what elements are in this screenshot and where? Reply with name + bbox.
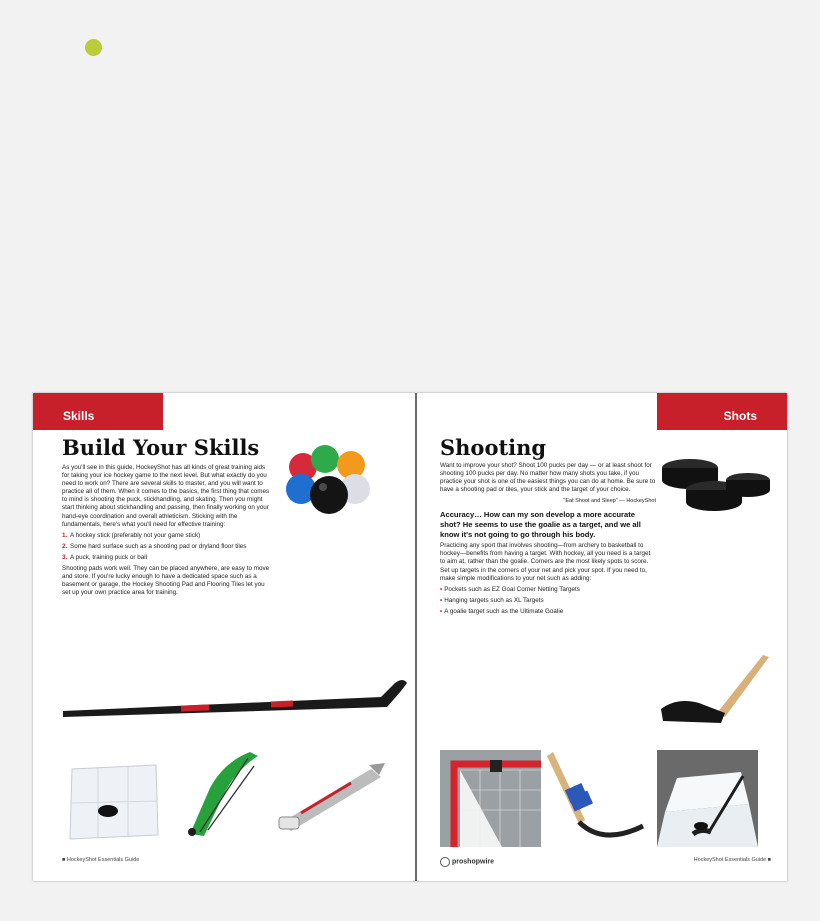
left-footer [62, 857, 139, 863]
page-title: Shooting [440, 435, 547, 460]
hockey-stick-icon [61, 677, 413, 729]
answer-paragraph: Practicing any sport that involves shooting—from archery to basketball to hockey—benefits from having a target. With hockey, all you need is a target to aim at, rather than the goalie. Corners are the most likely spots to score. Set up targets in the corners of your net and pick your spot. If you need to, make simple modifications to your net such as adding: [440, 542, 651, 582]
list-item [62, 554, 272, 562]
right-footer [694, 857, 771, 863]
stick-blade-icon [659, 651, 777, 729]
closing-paragraph: Shooting pads work well. They can be placed anywhere, are easy to move and store. If you're lucky enough to have a dedicated space such as a basement or garage, the Hockey Shooting Pad and Flooring Tiles let you set up your own practice area for training. [62, 565, 270, 597]
left-body [62, 464, 272, 600]
left-page [33, 393, 415, 881]
right-page [417, 393, 787, 881]
list-number: 3. [62, 553, 68, 561]
balls-photo-icon [281, 443, 377, 521]
brochure-spread [33, 393, 787, 881]
decorative-green-dot [85, 39, 102, 56]
section-tab-shots: Shots [657, 393, 787, 430]
pull-quote: "Eat Shoot and Sleep" — HockeyShot [563, 498, 656, 505]
page-marker-icon: ■ [62, 857, 67, 863]
list-item: • Pockets such as EZ Goal Corner Netting Targets [440, 585, 580, 593]
left-footer-text: HockeyShot Essentials Guide [66, 857, 140, 863]
list-text: A hockey stick (preferably not your game stick) [70, 531, 201, 539]
list-item [62, 543, 272, 551]
question-heading: Accuracy… How can my son develop a more accurate shot? He seems to use the goalie as a target, and we all know it's not going to go through his body. [440, 510, 641, 539]
intro-paragraph: Want to improve your shot? Shoot 100 pucks per day — or at least shoot for shooting 100 pucks per day. No matter how many shots you take, if you practice your shot is one of the easiest things you can do at home. Be sure to have a shooting pad or tiles, your stick and the target of your choice. [440, 462, 656, 494]
list-text: Hanging targets such as XL Targets [444, 596, 544, 604]
list-text: Pockets such as EZ Goal Corner Netting Targets [444, 585, 580, 593]
list-item [62, 532, 272, 540]
page-title: Build Your Skills [62, 435, 260, 460]
list-number: 2. [62, 542, 68, 550]
list-number: 1. [62, 531, 68, 539]
stick-on-pad-icon [657, 750, 758, 847]
brand-name: proshopwire [452, 858, 495, 866]
taped-stick-icon [547, 750, 651, 847]
puck-stack-icon [658, 452, 774, 520]
green-stickhandling-trainer-icon [180, 748, 264, 838]
section-tab-skills: Skills [33, 393, 163, 430]
shooting-accessory-icon [277, 761, 389, 835]
right-footer-text: HockeyShot Essentials Guide [693, 857, 767, 863]
page-marker-icon: ■ [766, 857, 771, 863]
list-text: Some hard surface such as a shooting pad or dryland floor tiles [70, 542, 247, 550]
net-corner-target-icon [440, 750, 541, 847]
list-item: • A goalie target such as the Ultimate Goalie [440, 607, 564, 615]
list-item: • Hanging targets such as XL Targets [440, 596, 544, 604]
brand-logo-icon [440, 857, 450, 867]
shooting-tile-icon [68, 763, 160, 841]
list-text: A goalie target such as the Ultimate Goalie [444, 607, 564, 615]
intro-paragraph: As you'll see in this guide, HockeyShot has all kinds of great training aids for taking your ice hockey game to the next level. But what exactly do you need to work on? There are several skills to master, and you will want to practice all of them. When it comes to the basics, the first thing that comes to mind is shooting the puck, stickhandling, and skating. Then you might start thinking about stickhandling and passing, then finally working on your hand-eye coordination and overall athleticism. Sticking with the fundamentals, here's what you'll need for effective training: [62, 464, 270, 528]
right-body [440, 462, 656, 619]
list-text: A puck, training puck or ball [70, 553, 148, 561]
brand-logo [440, 857, 494, 867]
